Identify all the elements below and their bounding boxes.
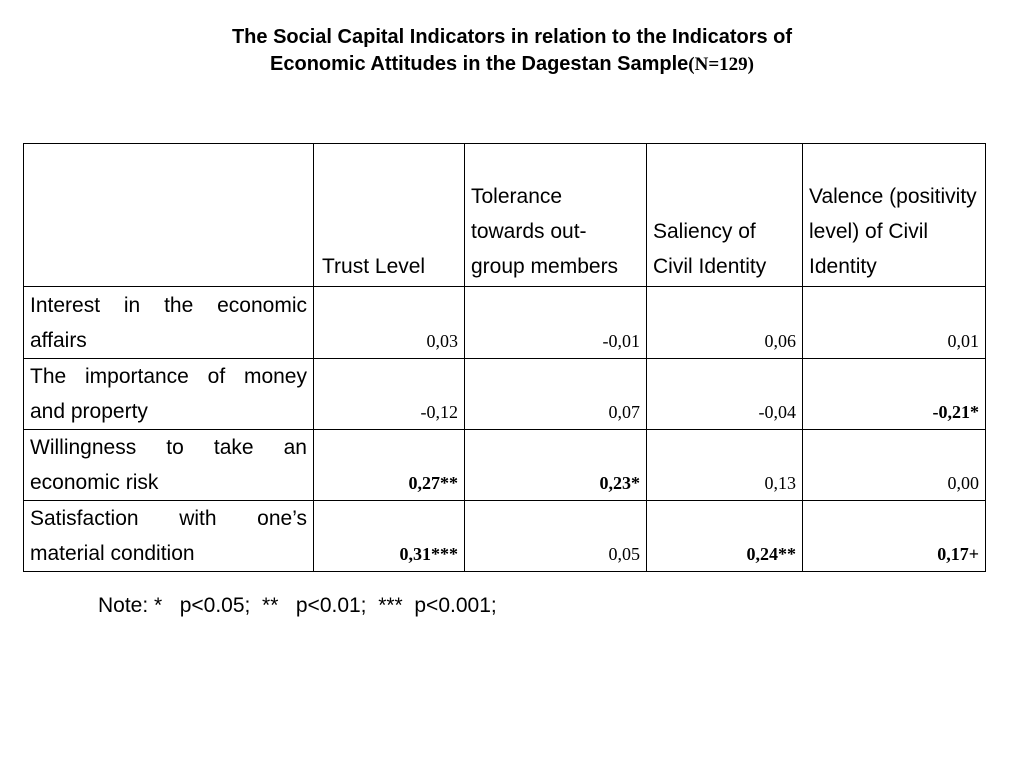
table-title bbox=[0, 24, 1024, 78]
table-cell: -0,04 bbox=[647, 359, 803, 430]
table-header-row bbox=[24, 144, 986, 287]
row-label: Satisfaction with one’s material condition bbox=[24, 501, 314, 572]
table-row bbox=[24, 359, 986, 430]
table-row bbox=[24, 501, 986, 572]
row-label: The importance of money and property bbox=[24, 359, 314, 430]
title-line-2 bbox=[0, 51, 1024, 78]
table-cell: 0,31*** bbox=[314, 501, 465, 572]
table-cell: 0,24** bbox=[647, 501, 803, 572]
table-cell: -0,21* bbox=[803, 359, 986, 430]
table-cell: 0,00 bbox=[803, 430, 986, 501]
table-cell: 0,06 bbox=[647, 287, 803, 359]
column-header-tolerance: Tolerance towards out-group members bbox=[465, 144, 647, 287]
column-header-saliency: Saliency of Civil Identity bbox=[647, 144, 803, 287]
table-cell: 0,05 bbox=[465, 501, 647, 572]
correlation-table bbox=[23, 143, 986, 572]
table-cell: 0,01 bbox=[803, 287, 986, 359]
column-header-valence: Valence (positivity level) of Civil Identity bbox=[803, 144, 986, 287]
table-cell: 0,27** bbox=[314, 430, 465, 501]
row-label: Interest in the economic affairs bbox=[24, 287, 314, 359]
table-cell: 0,03 bbox=[314, 287, 465, 359]
sample-size: (N=129) bbox=[688, 54, 754, 75]
table-cell: 0,13 bbox=[647, 430, 803, 501]
column-header-trust-level: Trust Level bbox=[314, 144, 465, 287]
table-row bbox=[24, 287, 986, 359]
table-cell: -0,12 bbox=[314, 359, 465, 430]
header-corner-cell bbox=[24, 144, 314, 287]
table-cell: -0,01 bbox=[465, 287, 647, 359]
table-cell: 0,23* bbox=[465, 430, 647, 501]
table-row bbox=[24, 430, 986, 501]
row-label: Willingness to take an economic risk bbox=[24, 430, 314, 501]
significance-note: Note: * p<0.05; ** p<0.01; *** p<0.001; bbox=[98, 594, 497, 617]
table-cell: 0,17+ bbox=[803, 501, 986, 572]
title-line-1: The Social Capital Indicators in relation to the Indicators of bbox=[231, 26, 793, 48]
table-cell: 0,07 bbox=[465, 359, 647, 430]
title-line-2-text: Economic Attitudes in the Dagestan Sample bbox=[270, 53, 689, 75]
